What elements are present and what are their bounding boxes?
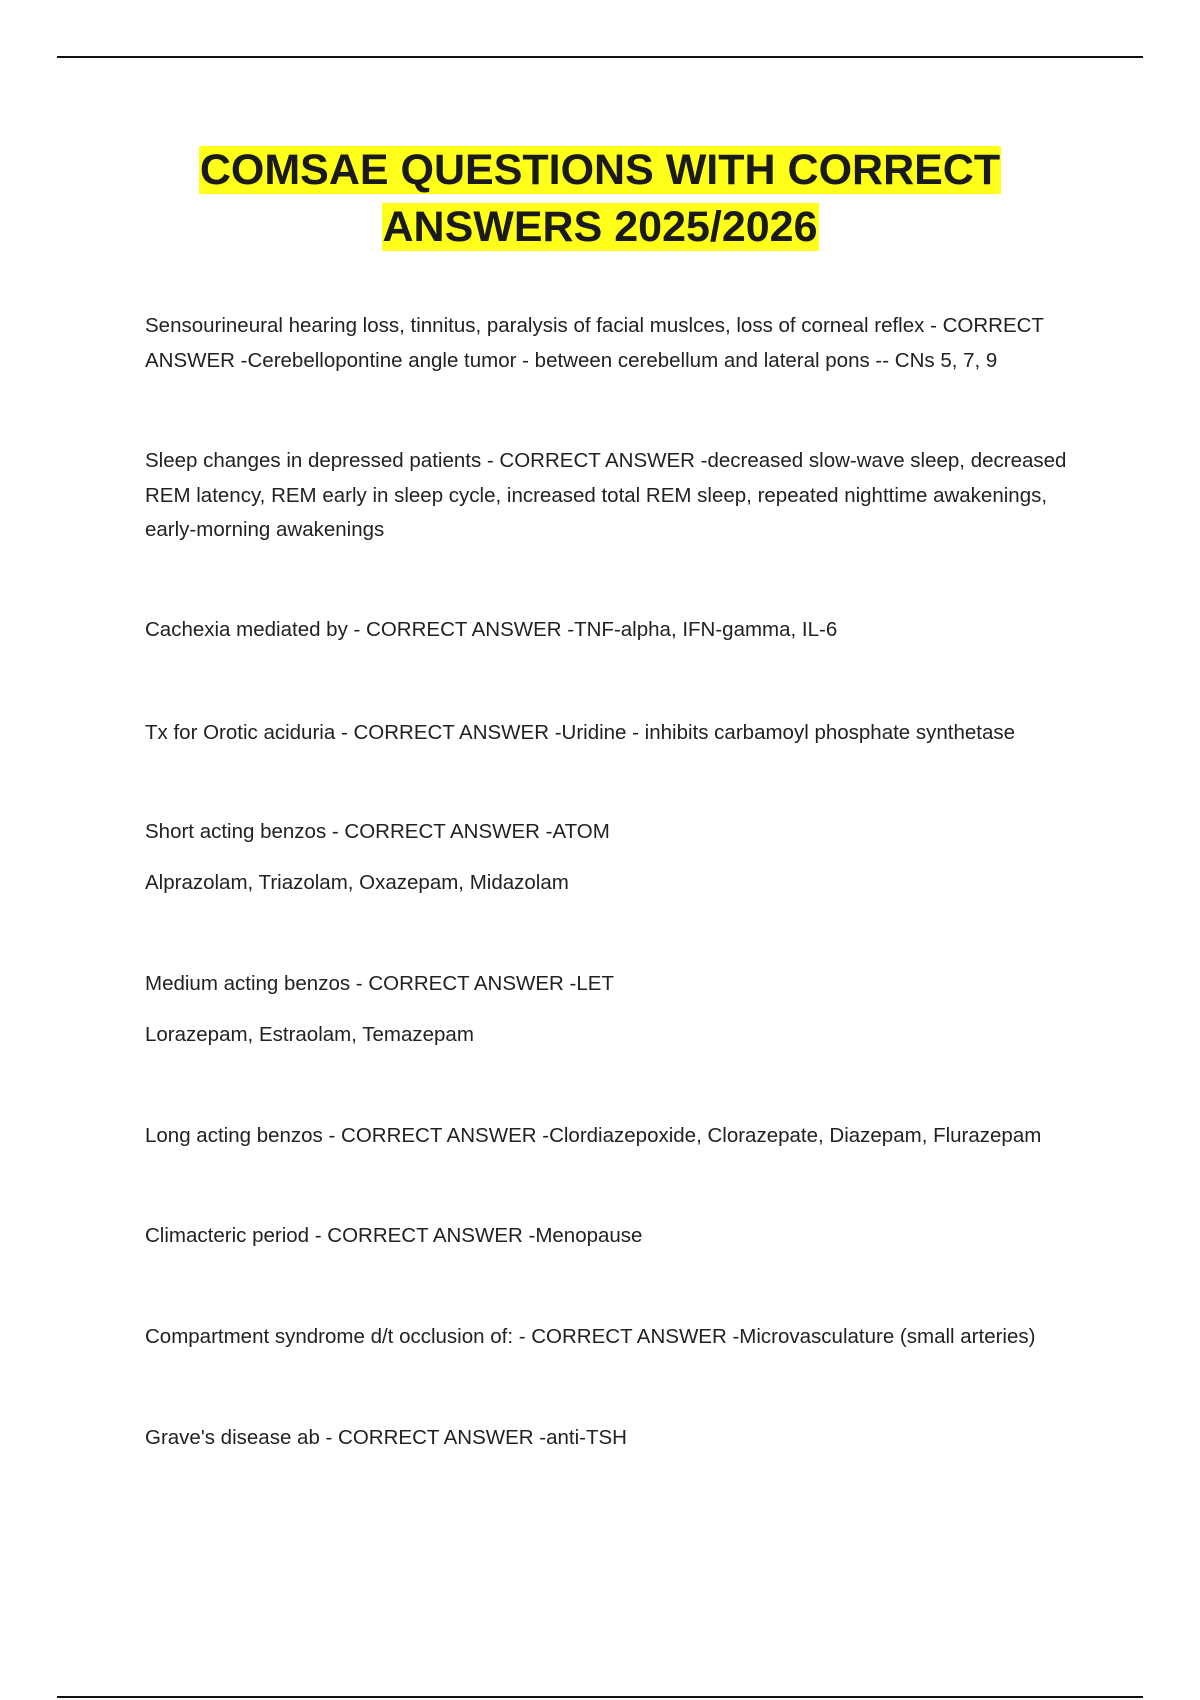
qa-entry-cachexia: Cachexia mediated by - CORRECT ANSWER -TNF-alpha, IFN-gamma, IL-6	[145, 618, 838, 641]
qa-entry-climacteric: Climacteric period - CORRECT ANSWER -Menopause	[145, 1224, 643, 1247]
qa-entry-graves: Grave's disease ab - CORRECT ANSWER -anti-TSH	[145, 1426, 627, 1449]
title-line-2: ANSWERS 2025/2026	[382, 203, 818, 251]
qa-entry-orotic-aciduria: Tx for Orotic aciduria - CORRECT ANSWER -Uridine - inhibits carbamoyl phosphate synthetase	[145, 721, 1016, 744]
document-title	[0, 142, 1200, 256]
qa-entry-medium-benzos: Medium acting benzos - CORRECT ANSWER -LET	[145, 972, 614, 995]
top-divider	[57, 56, 1143, 58]
qa-entry-sleep-depression: Sleep changes in depressed patients - CORRECT ANSWER -decreased slow-wave sleep, decreased REM latency, REM early in sleep cycle, increased total REM sleep, repeated nighttime awakenings, early-morning awakenings	[145, 449, 1067, 541]
qa-entry-long-benzos: Long acting benzos - CORRECT ANSWER -Clordiazepoxide, Clorazepate, Diazepam, Flurazepam	[145, 1124, 1042, 1147]
qa-entry-short-benzos: Short acting benzos - CORRECT ANSWER -ATOM	[145, 820, 610, 843]
qa-entry-short-benzos-list: Alprazolam, Triazolam, Oxazepam, Midazolam	[145, 871, 569, 894]
title-line-1: COMSAE QUESTIONS WITH CORRECT	[199, 146, 1001, 194]
bottom-divider	[57, 1696, 1143, 1698]
qa-entry-cerebellopontine: Sensourineural hearing loss, tinnitus, paralysis of facial muslces, loss of corneal reflex - CORRECT ANSWER -Cerebellopontine angle tumor - between cerebellum and lateral pons -- CNs 5, 7, 9	[145, 314, 1044, 372]
qa-entry-compartment-syndrome: Compartment syndrome d/t occlusion of: - CORRECT ANSWER -Microvasculature (small arteries)	[145, 1325, 1036, 1348]
qa-entry-medium-benzos-list: Lorazepam, Estraolam, Temazepam	[145, 1023, 474, 1046]
